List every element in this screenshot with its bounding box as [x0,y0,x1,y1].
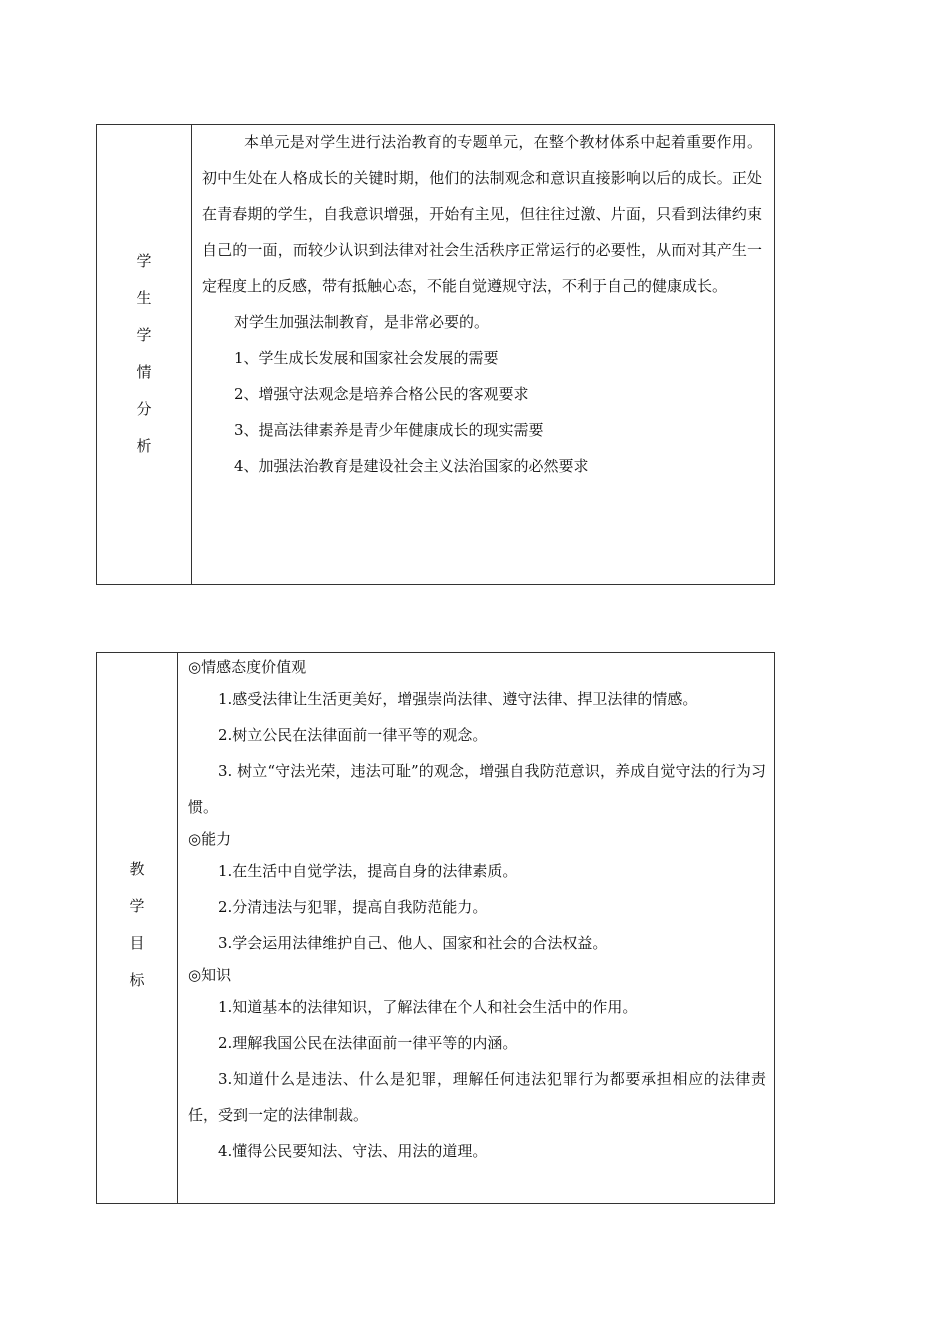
list-item: 2.树立公民在法律面前一律平等的观念。 [218,726,488,744]
teaching-goals-table [96,652,775,1204]
list-item: 3.学会运用法律维护自己、他人、国家和社会的合法权益。 [218,934,608,952]
list-item: 2、增强守法观念是培养合格公民的客观要求 [234,385,529,403]
list-item: 3.知道什么是违法、什么是犯罪，理解任何违法犯罪行为都要承担相应的法律责任，受到一定的法律制裁。 [188,1070,766,1124]
section-heading-ability: ◎能力 [188,830,232,848]
list-item: 1、学生成长发展和国家社会发展的需要 [234,349,499,367]
analysis-list [202,340,762,484]
teaching-goals-label: 教 学 目 标 [129,860,145,989]
student-analysis-table [96,124,775,585]
analysis-paragraph: 本单元是对学生进行法治教育的专题单元，在整个教材体系中起着重要作用。初中生处在人格成长的关键时期，他们的法制观念和意识直接影响以后的成长。正处在青春期的学生，自我意识增强，开始有主见，但往往过激、片面，只看到法律约束自己的一面，而较少认识到法律对社会生活秩序正常运行的必要性，从而对其产生一定程度上的反感，带有抵触心态，不能自觉遵规守法，不利于自己的健康成长。 [202,133,762,295]
list-item: 2.理解我国公民在法律面前一律平等的内涵。 [218,1034,518,1052]
list-item: 2.分清违法与犯罪，提高自我防范能力。 [218,898,488,916]
section-heading-emotion: ◎情感态度价值观 [188,658,307,676]
student-analysis-label-cell [97,125,192,584]
list-item: 1.知道基本的法律知识，了解法律在个人和社会生活中的作用。 [218,998,638,1016]
section-heading-knowledge: ◎知识 [188,966,232,984]
teaching-goals-label-cell [97,653,178,1203]
list-item: 1.在生活中自觉学法，提高自身的法律素质。 [218,862,518,880]
analysis-lead: 对学生加强法制教育，是非常必要的。 [234,313,490,331]
list-item: 3. 树立“守法光荣，违法可耻”的观念，增强自我防范意识，养成自觉守法的行为习惯。 [188,762,766,816]
student-analysis-content [192,125,774,584]
teaching-goals-content [178,653,774,1203]
list-item: 1.感受法律让生活更美好，增强崇尚法律、遵守法律、捍卫法律的情感。 [218,690,698,708]
list-item: 3、提高法律素养是青少年健康成长的现实需要 [234,421,544,439]
list-item: 4、加强法治教育是建设社会主义法治国家的必然要求 [234,457,589,475]
student-analysis-label: 学 生 学 情 分 析 [136,252,152,455]
list-item: 4.懂得公民要知法、守法、用法的道理。 [218,1142,488,1160]
